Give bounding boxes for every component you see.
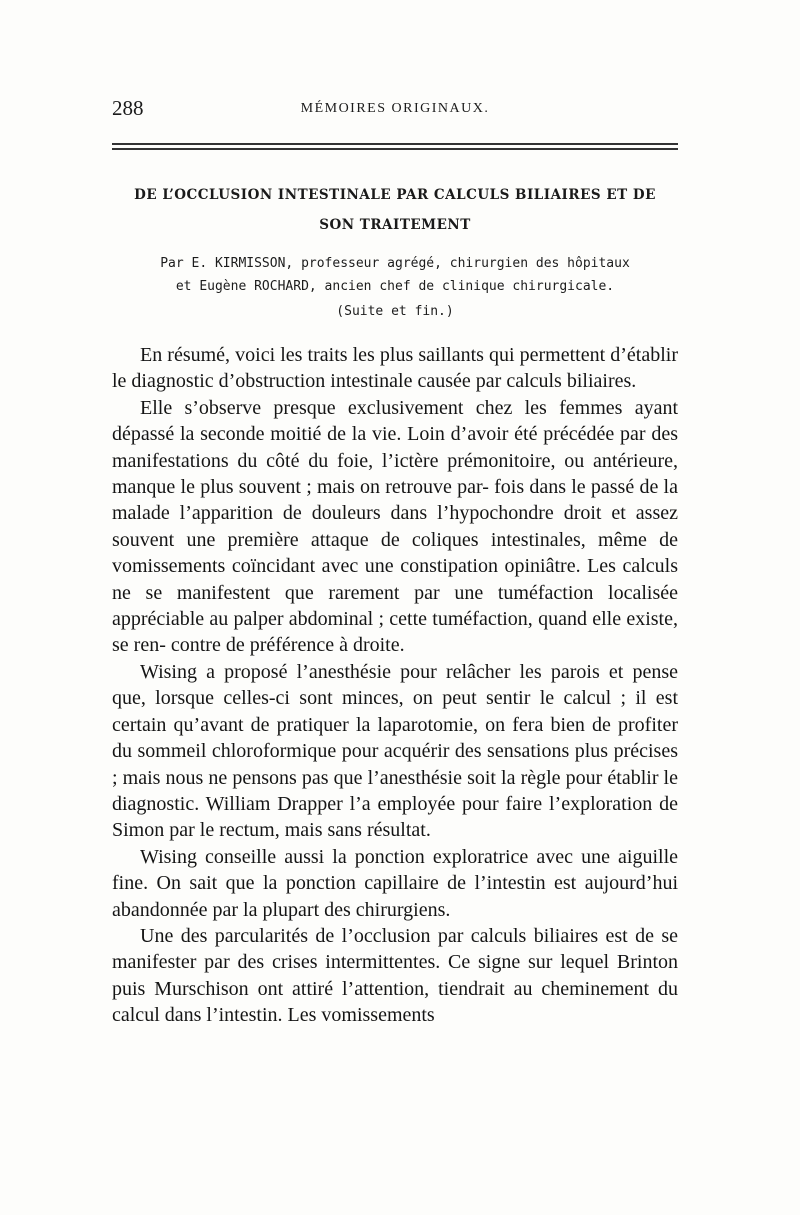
paragraph: Wising conseille aussi la ponction exploratrice avec une aiguille fine. On sait que la ponction capillaire de l’intestin est aujourd’hui abandonnée par la plupart des chirurgiens. [112,845,678,921]
paragraph: En résumé, voici les traits les plus saillants qui permettent d’établir le diagnostic d’obstruction intestinale causée par calculs biliaires. [112,344,678,393]
paragraph: Wising a proposé l’anesthésie pour relâcher les parois et pense que, lorsque celles-ci sont minces, on peut sentir le calcul ; il est certain qu’avant de pratiquer la laparotomie, on fera bien de profiter du sommeil chloroformique pour acquérir des sensations plus précises ; mais nous ne pensons pas que l’anesthésie soit la règle pour établir le diagnostic. William Drapper l’a employée pour faire l’exploration de Simon par le rectum, mais sans résultat. [112,660,678,842]
paragraph: Une des parcularités de l’occlusion par calculs biliaires est de se manifester par des crises intermittentes. Ce signe sur lequel Brinton puis Murschison ont attiré l’attention, tiendrait au cheminement du calcul dans l’intestin. Les vomissements [112,924,678,1027]
article-title-line-2: SON TRAITEMENT [319,217,471,233]
article-title [112,180,678,240]
header-rule-top [112,143,678,145]
running-title: MÉMOIRES ORIGINAUX. [300,101,490,116]
continuation-note: (Suite et fin.) [336,304,454,319]
author-block [112,252,678,323]
paragraph: Elle s’observe presque exclusivement chez les femmes ayant dépassé la seconde moitié de la vie. Loin d’avoir été précédée par des manifestations du côté du foie, l’ictère prémonitoire, ou antérieure, manque le plus souvent ; mais on retrouve par- fois dans le passé de la malade l’apparition de douleurs dans l’hypochondre droit et assez souvent une première attaque de coliques intestinales, même de vomissements coïncidant avec une constipation opiniâtre. Les calculs ne se manifestent que rarement par une tuméfaction localisée appréciable au palper abdominal ; cette tuméfaction, quand elle existe, se ren- contre de préférence à droite. [112,396,678,657]
page-number: 288 [112,96,144,120]
body-text [112,342,678,1029]
header-rule-bottom [112,148,678,150]
author-line-2: et Eugène ROCHARD, ancien chef de clinique chirurgicale. [175,279,615,294]
article-title-line-1: DE L’OCCLUSION INTESTINALE PAR CALCULS BILIAIRES ET DE [134,187,656,203]
author-line-1: Par E. KIRMISSON, professeur agrégé, chirurgien des hôpitaux [160,256,630,271]
running-head [112,96,678,124]
